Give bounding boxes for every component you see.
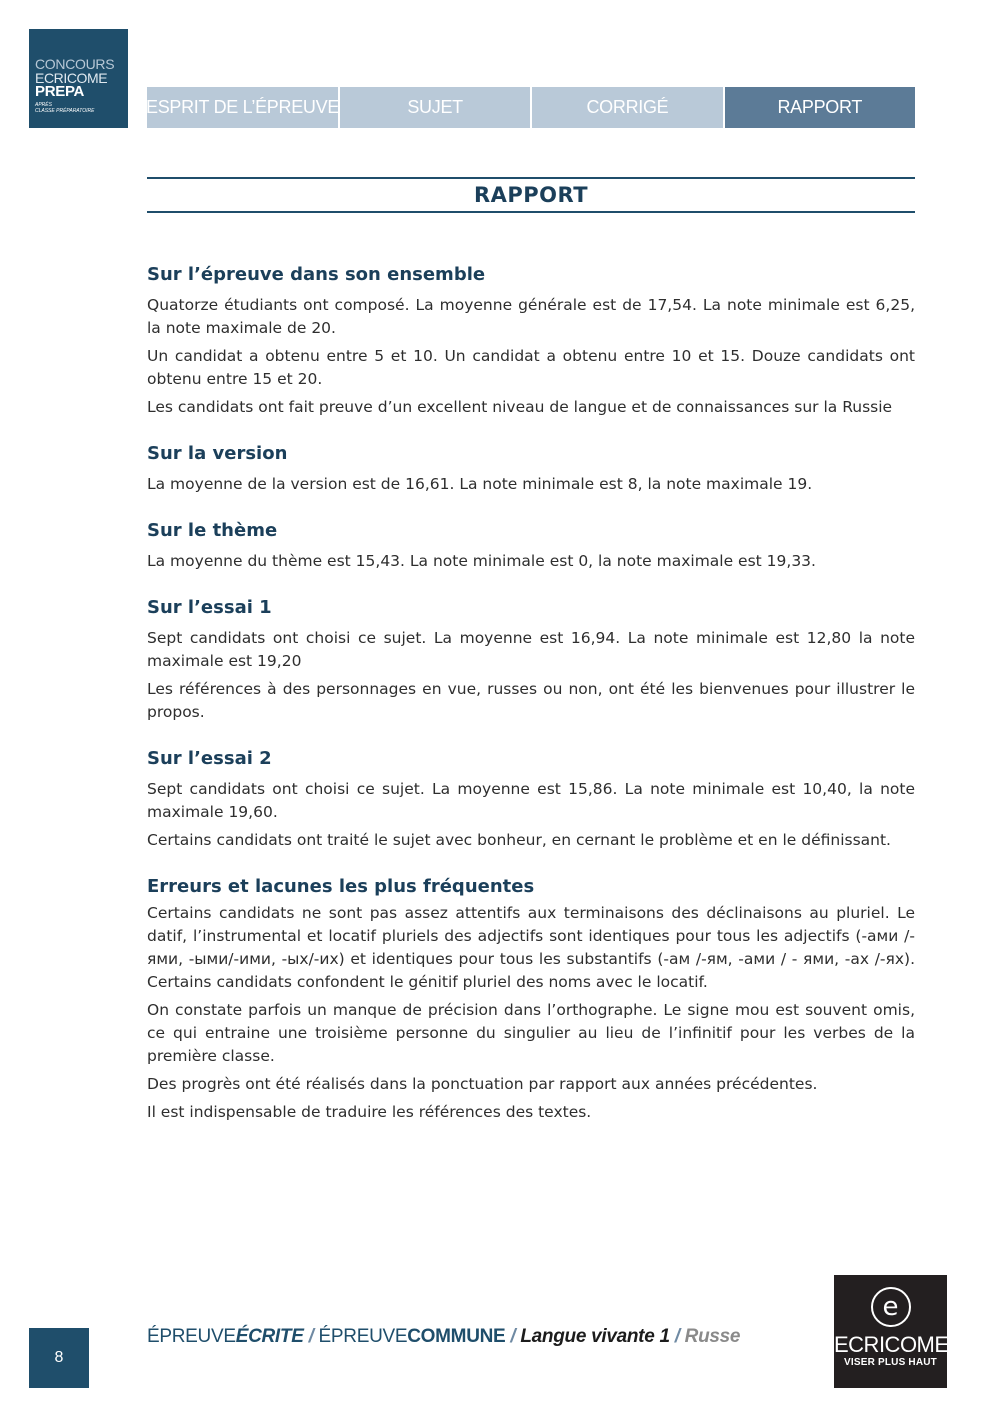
tab-esprit-epreuve[interactable]: ESPRIT DE L’ÉPREUVE <box>147 87 338 128</box>
section-heading: Sur l’essai 2 <box>147 748 272 769</box>
logo-line-concours: CONCOURS <box>35 56 115 72</box>
concours-logo <box>29 29 128 128</box>
logo-line-prepa: PREPA <box>35 83 85 100</box>
brand-tagline: VISER PLUS HAUT <box>843 1357 937 1368</box>
report-content <box>147 262 915 1146</box>
ecricome-brand-logo <box>834 1275 947 1388</box>
paragraph: On constate parfois un manque de précision dans l’orthographe. Le signe mou est souvent omis, ce qui entraine une troisième personne du singulier au lieu de l’infinitif pour les verbes de la première classe. <box>147 1001 915 1065</box>
paragraph: Il est indispensable de traduire les références des textes. <box>147 1103 592 1121</box>
section-essai-2 <box>147 746 915 852</box>
paragraph: Un candidat a obtenu entre 5 et 10. Un candidat a obtenu entre 10 et 15. Douze candidats ont obtenu entre 15 et 20. <box>147 347 915 388</box>
section-tabs <box>147 87 915 128</box>
paragraph: Sept candidats ont choisi ce sujet. La moyenne est 15,86. La note minimale est 10,40, la note maximale 19,60. <box>147 780 915 821</box>
footer-separator: / <box>669 1326 685 1347</box>
page-number: 8 <box>54 1349 64 1366</box>
footer-breadcrumb <box>147 1326 740 1348</box>
section-ensemble <box>147 262 915 419</box>
paragraph: Certains candidats ont traité le sujet avec bonheur, en cernant le problème et en le définissant. <box>147 831 891 849</box>
paragraph: Les candidats ont fait preuve d’un excellent niveau de langue et de connaissances sur la Russie <box>147 398 893 416</box>
footer-commune: COMMUNE <box>407 1326 506 1347</box>
logo-line-apres: APRÈS <box>35 102 52 108</box>
brand-mark: e <box>882 1292 899 1322</box>
section-heading: Sur la version <box>147 443 288 464</box>
section-heading: Sur l’essai 1 <box>147 597 272 618</box>
section-heading: Sur le thème <box>147 520 278 541</box>
ecricome-e-icon <box>871 1287 911 1327</box>
paragraph: La moyenne de la version est de 16,61. La note minimale est 8, la note maximale 19. <box>147 475 813 493</box>
paragraph: Certains candidats ne sont pas assez attentifs aux terminaisons des déclinaisons au pluriel. Le datif, l’instrumental et locatif pluriels des adjectifs sont identiques pour tous les adjectifs (-ами /-ями, -ыми/-ими, -ых/-их) et identiques pour tous les substantifs (-ам /-ям, -ами / - ями, -ах /-ях). Certains candidats confondent le génitif pluriel des noms avec le locatif. <box>147 904 915 991</box>
paragraph: La moyenne du thème est 15,43. La note minimale est 0, la note maximale est 19,33. <box>147 552 816 570</box>
section-version <box>147 441 915 496</box>
tab-sujet[interactable]: SUJET <box>340 87 530 128</box>
footer-epreuve-1: ÉPREUVE <box>147 1326 236 1347</box>
tab-rapport[interactable]: RAPPORT <box>725 87 915 128</box>
section-heading: Erreurs et lacunes les plus fréquentes <box>147 876 535 897</box>
logo-line-classe: CLASSE PRÉPARATOIRE <box>35 108 95 114</box>
section-theme <box>147 518 915 573</box>
footer-separator: / <box>303 1326 319 1347</box>
paragraph: Des progrès ont été réalisés dans la ponctuation par rapport aux années précédentes. <box>147 1075 818 1093</box>
page-number-box <box>29 1328 89 1388</box>
section-erreurs <box>147 874 915 1124</box>
page-title: RAPPORT <box>473 183 589 207</box>
footer-separator: / <box>505 1326 521 1347</box>
paragraph: Les références à des personnages en vue, russes ou non, ont été les bienvenues pour illustrer le propos. <box>147 680 915 721</box>
page-title-bar <box>147 177 915 213</box>
footer-langue: Langue vivante 1 <box>520 1326 670 1347</box>
section-essai-1 <box>147 595 915 724</box>
footer-epreuve-2: ÉPREUVE <box>318 1326 408 1347</box>
footer-ecrite: ÉCRITE <box>235 1326 304 1347</box>
footer-russe: Russe <box>684 1326 741 1347</box>
section-heading: Sur l’épreuve dans son ensemble <box>147 264 486 285</box>
paragraph: Quatorze étudiants ont composé. La moyenne générale est de 17,54. La note minimale est 6,25, la note maximale de 20. <box>147 296 915 337</box>
logo-line-ecricome: ECRICOME <box>35 70 108 86</box>
brand-name: ECRICOME <box>834 1332 949 1357</box>
tab-corrige[interactable]: CORRIGÉ <box>532 87 722 128</box>
paragraph: Sept candidats ont choisi ce sujet. La moyenne est 16,94. La note minimale est 12,80 la note maximale est 19,20 <box>147 629 915 670</box>
